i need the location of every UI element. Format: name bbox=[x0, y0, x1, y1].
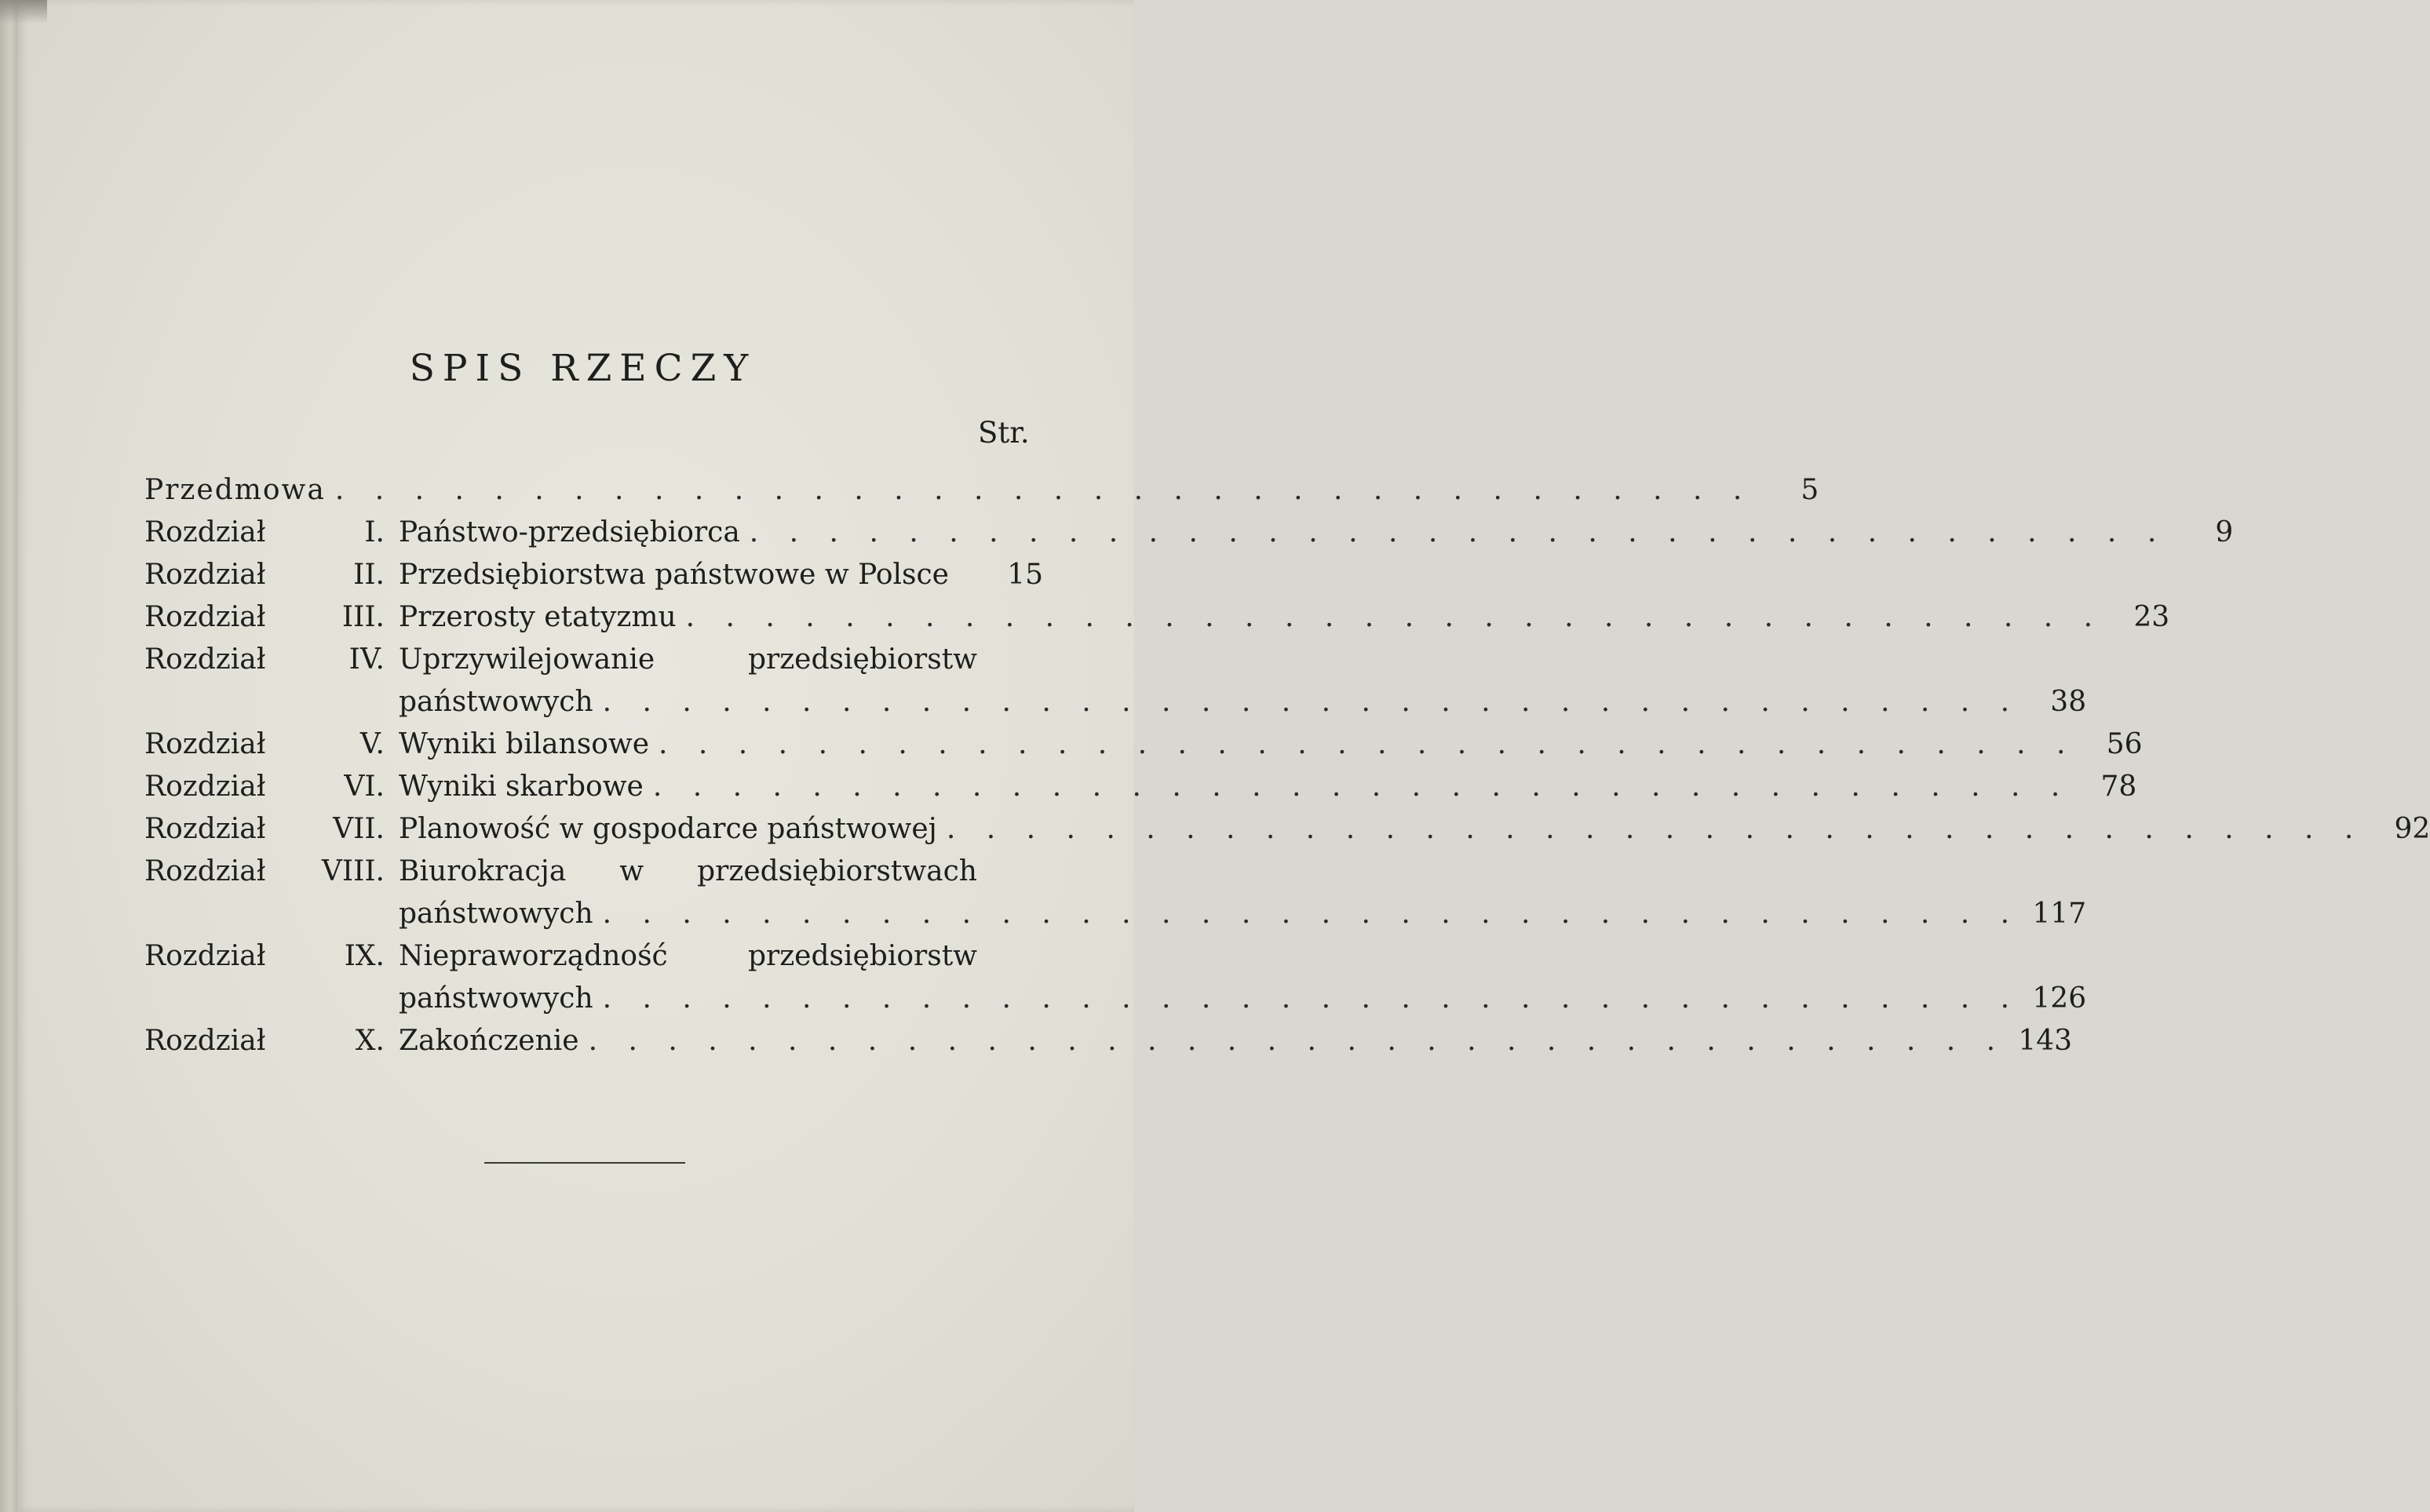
toc-entry bbox=[144, 469, 1819, 512]
toc-entry bbox=[144, 512, 2234, 554]
toc-entry-number: VIII. bbox=[321, 855, 385, 887]
toc-entry-title: Wyniki bilansowe bbox=[399, 728, 650, 760]
toc-entry bbox=[144, 639, 1043, 681]
toc-entry bbox=[144, 851, 1043, 893]
toc-entry-title-wrap bbox=[399, 512, 2167, 554]
toc-entry-continuation bbox=[144, 978, 2087, 1020]
toc-entry-title bbox=[399, 935, 977, 978]
dot-leader: . . . . . . . . . . . . . . . . . . . . . . . . . . . . . . . . . . . . bbox=[334, 474, 1753, 506]
table-of-contents bbox=[144, 469, 2430, 1062]
toc-entry bbox=[144, 935, 1043, 978]
toc-entry-page: 23 bbox=[2133, 601, 2170, 633]
toc-entry-continuation bbox=[144, 893, 2087, 935]
toc-entry-label: Rozdział bbox=[144, 855, 266, 887]
toc-entry-label: Rozdział bbox=[144, 728, 266, 760]
toc-entry-page: 9 bbox=[2215, 516, 2234, 548]
toc-entry bbox=[144, 766, 2137, 808]
toc-entry-page: 56 bbox=[2106, 728, 2143, 760]
toc-entry bbox=[144, 596, 2170, 639]
toc-entry-title-wrap bbox=[399, 766, 2071, 808]
toc-entry bbox=[144, 808, 2430, 851]
toc-entry-number: VII. bbox=[333, 813, 385, 845]
toc-entry-page: 126 bbox=[2032, 982, 2087, 1015]
title-word: przedsiębiorstw bbox=[747, 643, 977, 676]
closing-rule bbox=[484, 1162, 685, 1164]
dot-leader: . . . . . . . . . . . . . . . . . . . . . . . . . . . . . . . . . . . . bbox=[685, 601, 2104, 633]
dot-leader: . . . . . . . . . . . . . . . . . . . . . . . . . . . . . . . . . . . . bbox=[602, 898, 2021, 930]
toc-entry-title-wrap bbox=[399, 851, 977, 893]
toc-entry-title-wrap bbox=[399, 681, 2020, 723]
title-word: Niepraworządność bbox=[399, 940, 668, 972]
toc-entry-page: 92 bbox=[2394, 813, 2430, 845]
toc-entry-title bbox=[399, 851, 977, 893]
dot-leader: . . . . . . . . . . . . . . . . . . . . . . . . . . . . . . . . . . . . bbox=[602, 982, 2021, 1015]
toc-entry-label: Rozdział bbox=[144, 771, 266, 803]
book-spine bbox=[0, 0, 17, 1512]
dot-leader: . . . . . . . . . . . . . . . . . . . . . . . . . . . . . . . . . . . . bbox=[602, 686, 2021, 718]
toc-entry-title-wrap bbox=[399, 1020, 2006, 1062]
toc-entry-number: I. bbox=[364, 516, 385, 548]
title-word: przedsiębiorstw bbox=[747, 940, 977, 972]
toc-entry-title: Przedsiębiorstwa państwowe w Polsce bbox=[399, 559, 949, 591]
dot-leader: . . . . . . . . . . . . . . . . . . . . . . . . . . . . . . . . . . . . bbox=[659, 728, 2077, 760]
toc-entry-title-wrap bbox=[399, 893, 2020, 935]
toc-entry-title-wrap bbox=[399, 554, 977, 596]
toc-entry-label: Rozdział bbox=[144, 516, 266, 548]
toc-entry-number: IV. bbox=[348, 643, 385, 676]
toc-entry-label: Rozdział bbox=[144, 601, 266, 633]
toc-entry-label: Rozdział bbox=[144, 559, 266, 591]
toc-entry-title-cont: państwowych bbox=[399, 686, 593, 718]
page-corner-shadow bbox=[0, 0, 47, 24]
toc-entry-title: Zakończenie bbox=[399, 1025, 579, 1057]
toc-entry-title-wrap bbox=[399, 639, 977, 681]
toc-entry bbox=[144, 1020, 2073, 1062]
toc-entry-page: 5 bbox=[1801, 474, 1819, 506]
title-word: przedsiębiorstwach bbox=[697, 855, 977, 887]
toc-entry-number: II. bbox=[353, 559, 385, 591]
toc-entry-number: VI. bbox=[344, 771, 385, 803]
toc-entry-number: IX. bbox=[344, 940, 385, 972]
toc-entry-continuation bbox=[144, 681, 2087, 723]
toc-entry-label: Rozdział bbox=[144, 940, 266, 972]
toc-entry-title-wrap bbox=[399, 808, 2364, 851]
toc-entry-page: 117 bbox=[2032, 898, 2087, 930]
title-word: Biurokracja bbox=[399, 855, 567, 887]
toc-entry-title-wrap bbox=[399, 935, 977, 978]
toc-entry-title-cont: państwowych bbox=[399, 982, 593, 1015]
toc-entry-title bbox=[399, 639, 977, 681]
toc-entry-page: 15 bbox=[1007, 559, 1043, 591]
dot-leader: . . . . . . . . . . . . . . . . . . . . . . . . . . . . . . . . . . . . bbox=[749, 516, 2168, 548]
toc-entry-label: Przedmowa bbox=[144, 474, 326, 506]
toc-entry-title: Przerosty etatyzmu bbox=[399, 601, 677, 633]
toc-entry-number: V. bbox=[359, 728, 385, 760]
title-word: Uprzywilejowanie bbox=[399, 643, 655, 676]
toc-entry-label: Rozdział bbox=[144, 813, 266, 845]
dot-leader: . . . . . . . . . . . . . . . . . . . . . . . . . . . . . . . . . . . . bbox=[588, 1025, 2007, 1057]
toc-entry-page: 38 bbox=[2050, 686, 2087, 718]
toc-entry bbox=[144, 723, 2143, 766]
toc-entry-title: Planowość w gospodarce państwowej bbox=[399, 813, 937, 845]
toc-entry-title-wrap bbox=[399, 978, 2020, 1020]
page-title: SPIS RZECZY bbox=[409, 347, 757, 390]
toc-entry bbox=[144, 554, 1043, 596]
dot-leader: . . . . . . . . . . . . . . . . . . . . . . . . . . . . . . . . . . . . bbox=[652, 771, 2071, 803]
toc-entry-title-wrap bbox=[399, 723, 2077, 766]
toc-entry-title-wrap bbox=[399, 596, 2103, 639]
toc-entry-page: 143 bbox=[2018, 1025, 2073, 1057]
toc-entry-title: Wyniki skarbowe bbox=[399, 771, 644, 803]
toc-entry-page: 78 bbox=[2100, 771, 2137, 803]
toc-entry-number: III. bbox=[341, 601, 385, 633]
toc-entry-title-cont: państwowych bbox=[399, 898, 593, 930]
toc-entry-number: X. bbox=[355, 1025, 385, 1057]
toc-entry-title: Państwo-przedsiębiorca bbox=[399, 516, 740, 548]
toc-entry-label: Rozdział bbox=[144, 643, 266, 676]
toc-entry-label: Rozdział bbox=[144, 1025, 266, 1057]
page-column-label: Str. bbox=[978, 416, 1030, 450]
dot-leader: . . . . . . . . . . . . . . . . . . . . . . . . . . . . . . . . . . . . bbox=[946, 813, 2365, 845]
title-word: w bbox=[619, 855, 644, 887]
